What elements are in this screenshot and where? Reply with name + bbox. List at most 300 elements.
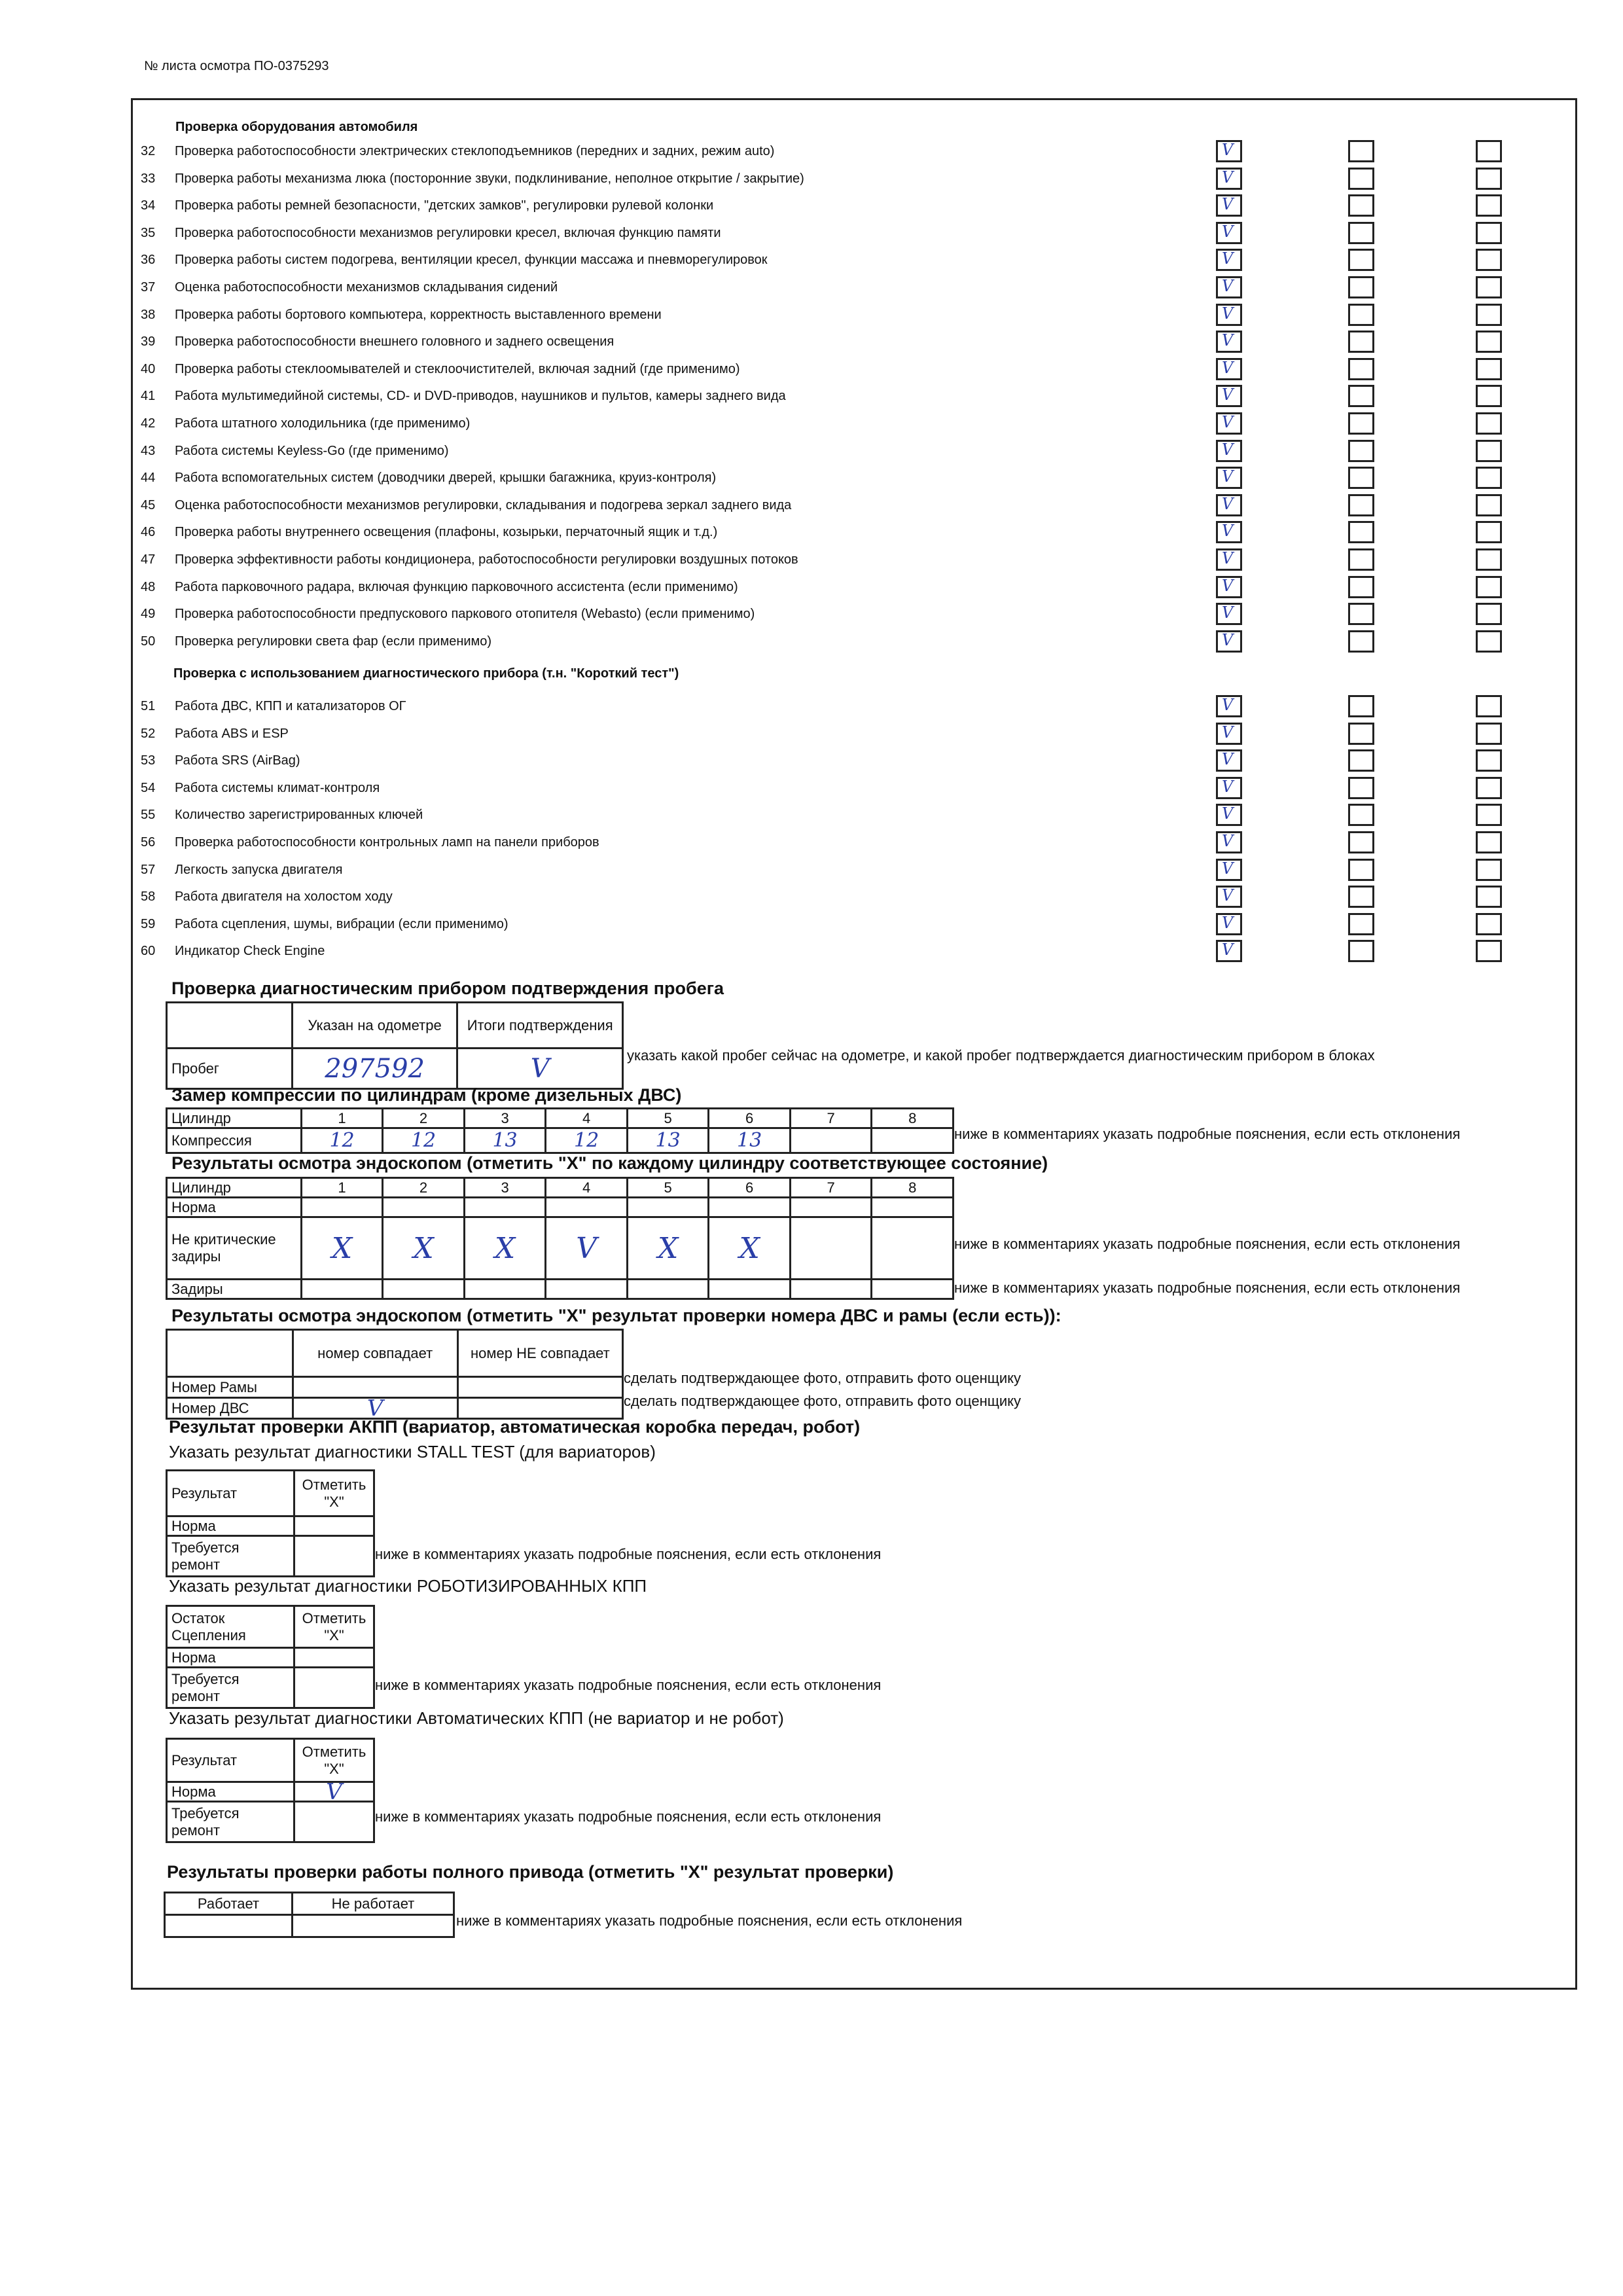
check-mark: V: [1222, 750, 1234, 769]
equipment-checkbox-41-col1[interactable]: [1216, 385, 1242, 407]
diagnostic-checkbox-51-col3[interactable]: [1476, 695, 1502, 717]
awd-col-works: Работает: [165, 1893, 293, 1915]
equipment-checkbox-32-col2[interactable]: [1348, 140, 1374, 162]
equipment-checkbox-34-col2[interactable]: [1348, 194, 1374, 217]
item-number: 33: [141, 171, 156, 186]
diagnostic-checkbox-59-col2[interactable]: [1348, 913, 1374, 935]
endoscope-norm-cell-8[interactable]: [872, 1198, 954, 1217]
mileage-table: [166, 1001, 624, 1090]
diagnostic-checkbox-55-col3[interactable]: [1476, 804, 1502, 826]
equipment-checkbox-35-col2[interactable]: [1348, 222, 1374, 244]
check-mark: V: [1222, 832, 1234, 850]
auto-col-result: Результат: [167, 1739, 294, 1782]
check-mark: V: [1222, 413, 1234, 431]
robot-norm-cell[interactable]: [294, 1648, 374, 1668]
diagnostic-checkbox-55-col1[interactable]: [1216, 804, 1242, 826]
endoscope-scuff-cell-5[interactable]: [627, 1280, 709, 1299]
equipment-checkbox-33-col1[interactable]: [1216, 168, 1242, 190]
numbers-col-match: номер совпадает: [293, 1330, 457, 1377]
mileage-confirm-value[interactable]: V: [457, 1049, 623, 1089]
equipment-checkbox-37-col1[interactable]: [1216, 276, 1242, 298]
equipment-item-34: [141, 198, 713, 213]
check-mark: V: [1222, 549, 1234, 567]
compression-value-2[interactable]: 12: [383, 1128, 465, 1153]
endoscope-scuff-cell-2[interactable]: [383, 1280, 465, 1299]
equipment-checkbox-49-col1[interactable]: [1216, 603, 1242, 625]
item-text: Работа вспомогательных систем (доводчики дверей, крышки багажника, круиз-контроля): [175, 471, 717, 486]
endoscope-scuff-cell-6[interactable]: [709, 1280, 791, 1299]
equipment-checkbox-50-col2[interactable]: [1348, 630, 1374, 653]
item-number: 44: [141, 471, 156, 486]
diagnostic-title: Проверка с использованием диагностического прибора (т.н. "Короткий тест"): [173, 666, 679, 681]
item-text: Работа системы Keyless-Go (где применимо): [175, 443, 449, 458]
equipment-checkbox-32-col1[interactable]: [1216, 140, 1242, 162]
item-text: Работа штатного холодильника (где применимо): [175, 416, 471, 431]
item-text: Проверка работы внутреннего освещения (плафоны, козырьки, перчаточный ящик и т.д.): [175, 525, 718, 540]
equipment-checkbox-50-col1[interactable]: [1216, 630, 1242, 653]
mileage-odometer-value[interactable]: 297592: [292, 1049, 457, 1089]
item-number: 35: [141, 225, 156, 240]
endoscope-norm-cell-2[interactable]: [383, 1198, 465, 1217]
compression-cylinder-6: 6: [709, 1109, 791, 1128]
robot-note: ниже в комментариях указать подробные пояснения, если есть отклонения: [375, 1677, 882, 1693]
equipment-item-41: [141, 389, 786, 404]
numbers-note-1: сделать подтверждающее фото, отправить фото оценщику: [624, 1370, 1022, 1386]
stall-test-table: [166, 1469, 375, 1577]
diagnostic-checkbox-55-col2[interactable]: [1348, 804, 1374, 826]
robot-title: Указать результат диагностики РОБОТИЗИРОВАННЫХ КПП: [169, 1576, 647, 1596]
diagnostic-checkbox-58-col1[interactable]: [1216, 886, 1242, 908]
endoscope-noncritical-cell-1[interactable]: X: [301, 1217, 383, 1280]
equipment-checkbox-40-col1[interactable]: [1216, 358, 1242, 380]
item-number: 56: [141, 835, 156, 850]
diagnostic-checkbox-59-col1[interactable]: [1216, 913, 1242, 935]
mileage-row-label: Пробег: [167, 1049, 293, 1089]
endoscope-cylinder-3: 3: [464, 1178, 546, 1198]
item-number: 60: [141, 944, 156, 959]
equipment-checkbox-39-col1[interactable]: [1216, 331, 1242, 353]
equipment-item-50: [141, 634, 491, 649]
equipment-checkbox-40-col2[interactable]: [1348, 358, 1374, 380]
check-mark: V: [1222, 723, 1234, 742]
check-mark: V: [1222, 249, 1234, 268]
equipment-checkbox-46-col2[interactable]: [1348, 521, 1374, 543]
engine-nomatch-cell[interactable]: [457, 1398, 622, 1419]
equipment-checkbox-36-col2[interactable]: [1348, 249, 1374, 271]
item-number: 42: [141, 416, 156, 431]
equipment-checkbox-35-col3[interactable]: [1476, 222, 1502, 244]
equipment-checkbox-50-col3[interactable]: [1476, 630, 1502, 653]
sheet-number: № листа осмотра ПО-0375293: [144, 59, 329, 73]
diagnostic-checkbox-53-col3[interactable]: [1476, 749, 1502, 772]
awd-note: ниже в комментариях указать подробные пояснения, если есть отклонения: [456, 1912, 963, 1929]
auto-row-repair: Требуется ремонт: [167, 1802, 294, 1842]
endoscope-scuff-cell-4[interactable]: [546, 1280, 628, 1299]
item-number: 58: [141, 889, 156, 905]
equipment-checkbox-43-col1[interactable]: [1216, 440, 1242, 462]
endoscope-noncritical-cell-5[interactable]: X: [627, 1217, 709, 1280]
endoscope-row-cylinder: Цилиндр: [167, 1178, 302, 1198]
check-mark: V: [1222, 913, 1234, 932]
check-mark: V: [1222, 222, 1234, 241]
equipment-checkbox-36-col3[interactable]: [1476, 249, 1502, 271]
item-text: Проверка работоспособности контрольных ламп на панели приборов: [175, 835, 599, 850]
diagnostic-item-52: [141, 726, 289, 742]
equipment-checkbox-42-col2[interactable]: [1348, 412, 1374, 435]
awd-title: Результаты проверки работы полного привода (отметить "X" результат проверки): [167, 1862, 894, 1882]
endoscope-norm-cell-5[interactable]: [627, 1198, 709, 1217]
equipment-checkbox-48-col1[interactable]: [1216, 576, 1242, 598]
item-text: Проверка работоспособности внешнего головного и заднего освещения: [175, 334, 615, 350]
equipment-checkbox-44-col3[interactable]: [1476, 467, 1502, 489]
equipment-checkbox-48-col2[interactable]: [1348, 576, 1374, 598]
mileage-col-odometer: Указан на одометре: [292, 1003, 457, 1049]
item-number: 49: [141, 607, 156, 622]
compression-value-4[interactable]: 12: [546, 1128, 628, 1153]
diagnostic-item-60: [141, 944, 325, 959]
numbers-table: [166, 1329, 624, 1420]
item-text: Проверка работоспособности электрических стеклоподъемников (передних и задних, режим auto): [175, 144, 775, 158]
equipment-checkbox-42-col1[interactable]: [1216, 412, 1242, 435]
endoscope-cylinder-2: 2: [383, 1178, 465, 1198]
auto-note: ниже в комментариях указать подробные пояснения, если есть отклонения: [375, 1808, 882, 1825]
endoscope-cylinder-6: 6: [709, 1178, 791, 1198]
compression-cylinder-2: 2: [383, 1109, 465, 1128]
check-mark: V: [1222, 630, 1234, 649]
check-mark: V: [1222, 141, 1234, 159]
item-number: 39: [141, 334, 156, 350]
compression-cylinder-8: 8: [872, 1109, 954, 1128]
diagnostic-checkbox-57-col1[interactable]: [1216, 859, 1242, 881]
endoscope-norm-cell-7[interactable]: [790, 1198, 872, 1217]
equipment-item-42: [141, 416, 470, 431]
stall-col-result: Результат: [167, 1471, 294, 1516]
item-text: Проверка работы бортового компьютера, корректность выставленного времени: [175, 307, 662, 322]
item-number: 34: [141, 198, 156, 213]
awd-notworks-cell[interactable]: [293, 1915, 454, 1937]
equipment-checkbox-33-col3[interactable]: [1476, 168, 1502, 190]
equipment-checkbox-41-col2[interactable]: [1348, 385, 1374, 407]
equipment-checkbox-37-col3[interactable]: [1476, 276, 1502, 298]
equipment-checkbox-36-col1[interactable]: [1216, 249, 1242, 271]
endoscope-noncritical-cell-7[interactable]: [790, 1217, 872, 1280]
endoscope-row-norm: Норма: [167, 1198, 302, 1217]
check-mark: V: [1222, 696, 1234, 714]
stall-row-repair: Требуется ремонт: [167, 1536, 294, 1577]
compression-note: ниже в комментариях указать подробные пояснения, если есть отклонения: [954, 1126, 1461, 1142]
diagnostic-checkbox-56-col3[interactable]: [1476, 831, 1502, 853]
item-text: Работа сцепления, шумы, вибрации (если применимо): [175, 916, 508, 931]
check-mark: V: [1222, 494, 1234, 513]
endoscope-noncritical-cell-2[interactable]: X: [383, 1217, 465, 1280]
stall-repair-cell[interactable]: [294, 1536, 374, 1577]
diagnostic-item-58: [141, 889, 393, 905]
diagnostic-checkbox-52-col2[interactable]: [1348, 723, 1374, 745]
item-text: Оценка работоспособности механизмов складывания сидений: [175, 280, 558, 295]
robot-repair-cell[interactable]: [294, 1668, 374, 1708]
item-number: 41: [141, 389, 156, 404]
engine-match-cell[interactable]: V: [293, 1398, 457, 1419]
item-number: 47: [141, 552, 156, 567]
compression-value-3[interactable]: 13: [464, 1128, 546, 1153]
check-mark: V: [1222, 941, 1234, 960]
check-mark: V: [1222, 195, 1234, 214]
equipment-item-36: [141, 253, 768, 268]
equipment-checkbox-41-col3[interactable]: [1476, 385, 1502, 407]
diagnostic-checkbox-53-col2[interactable]: [1348, 749, 1374, 772]
item-number: 59: [141, 916, 156, 931]
equipment-item-49: [141, 607, 755, 622]
equipment-checkbox-39-col2[interactable]: [1348, 331, 1374, 353]
item-text: Оценка работоспособности механизмов регулировки, складывания и подогрева зеркал заднего вида: [175, 497, 792, 512]
equipment-checkbox-32-col3[interactable]: [1476, 140, 1502, 162]
endoscope-scuff-cell-8[interactable]: [872, 1280, 954, 1299]
equipment-item-32: [141, 144, 774, 159]
equipment-checkbox-39-col3[interactable]: [1476, 331, 1502, 353]
endoscope-noncritical-cell-4[interactable]: V: [546, 1217, 628, 1280]
equipment-checkbox-46-col3[interactable]: [1476, 521, 1502, 543]
equipment-checkbox-40-col3[interactable]: [1476, 358, 1502, 380]
item-number: 53: [141, 753, 156, 768]
robot-col-clutch: Остаток Сцепления: [167, 1606, 294, 1648]
frame-match-cell[interactable]: [293, 1377, 457, 1398]
endoscope-scuff-cell-3[interactable]: [464, 1280, 546, 1299]
equipment-item-35: [141, 226, 721, 241]
equipment-item-48: [141, 580, 738, 595]
check-mark: V: [1222, 777, 1234, 796]
equipment-item-45: [141, 498, 791, 513]
check-mark: V: [1222, 859, 1234, 878]
diagnostic-checkbox-57-col3[interactable]: [1476, 859, 1502, 881]
mileage-note: указать какой пробег сейчас на одометре, и какой пробег подтверждается диагностическим прибором в блоках: [627, 1047, 1375, 1064]
item-text: Работа ABS и ESP: [175, 726, 289, 741]
endoscope-row-noncritical: Не критические задиры: [167, 1217, 302, 1280]
compression-row-cylinder: Цилиндр: [167, 1109, 302, 1128]
item-text: Проверка работы ремней безопасности, "детских замков", регулировки рулевой колонки: [175, 198, 714, 213]
check-mark: V: [1222, 168, 1234, 187]
auto-title: Указать результат диагностики Автоматических КПП (не вариатор и не робот): [169, 1708, 784, 1728]
equipment-item-44: [141, 471, 716, 486]
compression-value-8[interactable]: [872, 1128, 954, 1153]
equipment-item-37: [141, 280, 558, 295]
item-number: 40: [141, 361, 156, 376]
item-text: Проверка регулировки света фар (если применимо): [175, 634, 492, 649]
equipment-checkbox-44-col1[interactable]: [1216, 467, 1242, 489]
equipment-checkbox-45-col2[interactable]: [1348, 494, 1374, 516]
equipment-checkbox-47-col3[interactable]: [1476, 548, 1502, 571]
endoscope-title: Результаты осмотра эндоскопом (отметить "X" по каждому цилиндру соответствующее состояние): [171, 1153, 1048, 1173]
equipment-checkbox-38-col2[interactable]: [1348, 304, 1374, 326]
equipment-item-33: [141, 171, 804, 187]
item-text: Проверка работы механизма люка (посторонние звуки, подклинивание, неполное открытие / закрытие): [175, 171, 804, 186]
item-number: 51: [141, 699, 156, 713]
item-text: Проверка работы систем подогрева, вентиляции кресел, функции массажа и пневморегулировок: [175, 253, 768, 268]
robot-col-mark: Отметить "X": [294, 1606, 374, 1648]
equipment-checkbox-38-col3[interactable]: [1476, 304, 1502, 326]
compression-cylinder-3: 3: [464, 1109, 546, 1128]
diagnostic-item-57: [141, 863, 342, 878]
endoscope-cylinder-7: 7: [790, 1178, 872, 1198]
check-mark: V: [1222, 886, 1234, 905]
auto-repair-cell[interactable]: [294, 1802, 374, 1842]
item-number: 36: [141, 253, 156, 268]
equipment-checkbox-34-col1[interactable]: [1216, 194, 1242, 217]
item-text: Работа системы климат-контроля: [175, 780, 380, 795]
diagnostic-item-59: [141, 917, 508, 932]
item-number: 38: [141, 307, 156, 322]
akpp-title: Результат проверки АКПП (вариатор, автоматическая коробка передач, робот): [169, 1417, 861, 1437]
equipment-checkbox-34-col3[interactable]: [1476, 194, 1502, 217]
equipment-checkbox-37-col2[interactable]: [1348, 276, 1374, 298]
endoscope-row-scuff: Задиры: [167, 1280, 302, 1299]
robot-row-norm: Норма: [167, 1648, 294, 1668]
diagnostic-checkbox-60-col1[interactable]: [1216, 940, 1242, 962]
check-mark: V: [1222, 440, 1234, 459]
compression-value-6[interactable]: 13: [709, 1128, 791, 1153]
diagnostic-checkbox-52-col3[interactable]: [1476, 723, 1502, 745]
compression-cylinder-5: 5: [627, 1109, 709, 1128]
check-mark: V: [1222, 467, 1234, 486]
item-text: Проверка работы стеклоомывателей и стеклоочистителей, включая задний (где применимо): [175, 361, 740, 376]
check-mark: V: [1222, 603, 1234, 622]
check-mark: V: [1222, 331, 1234, 350]
endoscope-cylinder-5: 5: [627, 1178, 709, 1198]
item-text: Работа ДВС, КПП и катализаторов ОГ: [175, 699, 406, 713]
endoscope-noncritical-cell-3[interactable]: X: [464, 1217, 546, 1280]
mileage-empty-header: [167, 1003, 293, 1049]
auto-norm-cell[interactable]: V: [294, 1782, 374, 1802]
equipment-item-43: [141, 444, 449, 459]
equipment-checkbox-35-col1[interactable]: [1216, 222, 1242, 244]
compression-title: Замер компрессии по цилиндрам (кроме дизельных ДВС): [171, 1085, 682, 1105]
mileage-col-confirm: Итоги подтверждения: [457, 1003, 623, 1049]
diagnostic-checkbox-56-col1[interactable]: [1216, 831, 1242, 853]
item-text: Проверка работоспособности механизмов регулировки кресел, включая функцию памяти: [175, 225, 721, 240]
robot-table: [166, 1605, 375, 1709]
frame-nomatch-cell[interactable]: [457, 1377, 622, 1398]
mileage-title: Проверка диагностическим прибором подтверждения пробега: [171, 978, 724, 998]
equipment-checkbox-49-col2[interactable]: [1348, 603, 1374, 625]
equipment-checkbox-42-col3[interactable]: [1476, 412, 1502, 435]
equipment-checkbox-45-col1[interactable]: [1216, 494, 1242, 516]
diagnostic-item-54: [141, 781, 380, 796]
compression-value-7[interactable]: [790, 1128, 872, 1153]
endoscope-norm-cell-6[interactable]: [709, 1198, 791, 1217]
stall-note: ниже в комментариях указать подробные пояснения, если есть отклонения: [375, 1546, 882, 1562]
endoscope-cylinder-8: 8: [872, 1178, 954, 1198]
stall-row-norm: Норма: [167, 1516, 294, 1536]
endoscope-scuff-cell-7[interactable]: [790, 1280, 872, 1299]
compression-cylinder-1: 1: [301, 1109, 383, 1128]
item-number: 43: [141, 443, 156, 458]
item-number: 54: [141, 780, 156, 795]
diagnostic-checkbox-54-col3[interactable]: [1476, 777, 1502, 799]
check-mark: V: [1222, 277, 1234, 295]
diagnostic-checkbox-58-col3[interactable]: [1476, 886, 1502, 908]
diagnostic-checkbox-56-col2[interactable]: [1348, 831, 1374, 853]
endoscope-noncritical-cell-6[interactable]: X: [709, 1217, 791, 1280]
numbers-row-engine: Номер ДВС: [167, 1398, 293, 1419]
diagnostic-checkbox-54-col1[interactable]: [1216, 777, 1242, 799]
equipment-checkbox-46-col1[interactable]: [1216, 521, 1242, 543]
diagnostic-checkbox-60-col2[interactable]: [1348, 940, 1374, 962]
item-number: 57: [141, 862, 156, 877]
item-text: Проверка эффективности работы кондиционера, работоспособности регулировки воздушных потоков: [175, 552, 798, 567]
check-mark: V: [1222, 576, 1234, 595]
robot-row-repair: Требуется ремонт: [167, 1668, 294, 1708]
equipment-checkbox-47-col2[interactable]: [1348, 548, 1374, 571]
endoscope-noncritical-cell-8[interactable]: [872, 1217, 954, 1280]
equipment-checkbox-45-col3[interactable]: [1476, 494, 1502, 516]
item-text: Легкость запуска двигателя: [175, 862, 343, 877]
stall-test-title: Указать результат диагностики STALL TEST (для вариаторов): [169, 1442, 656, 1462]
endoscope-norm-cell-4[interactable]: [546, 1198, 628, 1217]
equipment-checkbox-43-col3[interactable]: [1476, 440, 1502, 462]
diagnostic-checkbox-51-col1[interactable]: [1216, 695, 1242, 717]
equipment-checkbox-48-col3[interactable]: [1476, 576, 1502, 598]
equipment-checkbox-38-col1[interactable]: [1216, 304, 1242, 326]
diagnostic-checkbox-60-col3[interactable]: [1476, 940, 1502, 962]
endoscope-note-1: ниже в комментариях указать подробные пояснения, если есть отклонения: [954, 1236, 1461, 1252]
check-mark: V: [1222, 358, 1234, 377]
equipment-checkbox-49-col3[interactable]: [1476, 603, 1502, 625]
stall-col-mark: Отметить "X": [294, 1471, 374, 1516]
item-text: Работа парковочного радара, включая функцию парковочного ассистента (если применимо): [175, 579, 738, 594]
awd-col-notworks: Не работает: [293, 1893, 454, 1915]
endoscope-cylinder-1: 1: [301, 1178, 383, 1198]
auto-row-norm: Норма: [167, 1782, 294, 1802]
awd-works-cell[interactable]: [165, 1915, 293, 1937]
equipment-checkbox-43-col2[interactable]: [1348, 440, 1374, 462]
equipment-checkbox-47-col1[interactable]: [1216, 548, 1242, 571]
item-number: 50: [141, 634, 156, 649]
diagnostic-checkbox-59-col3[interactable]: [1476, 913, 1502, 935]
equipment-checkbox-44-col2[interactable]: [1348, 467, 1374, 489]
diagnostic-item-55: [141, 808, 423, 823]
numbers-title: Результаты осмотра эндоскопом (отметить "X" результат проверки номера ДВС и рамы (если есть)):: [171, 1306, 1061, 1325]
numbers-note-2: сделать подтверждающее фото, отправить фото оценщику: [624, 1393, 1022, 1409]
compression-value-5[interactable]: 13: [627, 1128, 709, 1153]
compression-value-1[interactable]: 12: [301, 1128, 383, 1153]
diagnostic-checkbox-52-col1[interactable]: [1216, 723, 1242, 745]
endoscope-norm-cell-1[interactable]: [301, 1198, 383, 1217]
numbers-col-nomatch: номер НЕ совпадает: [457, 1330, 622, 1377]
item-text: Работа мультимедийной системы, CD- и DVD-приводов, наушников и пультов, камеры заднего вида: [175, 389, 786, 404]
auto-table: [166, 1738, 375, 1843]
diagnostic-checkbox-54-col2[interactable]: [1348, 777, 1374, 799]
endoscope-norm-cell-3[interactable]: [464, 1198, 546, 1217]
equipment-checkbox-33-col2[interactable]: [1348, 168, 1374, 190]
diagnostic-checkbox-51-col2[interactable]: [1348, 695, 1374, 717]
numbers-row-frame: Номер Рамы: [167, 1377, 293, 1398]
diagnostic-checkbox-58-col2[interactable]: [1348, 886, 1374, 908]
item-text: Проверка работоспособности предпускового паркового отопителя (Webasto) (если применимо): [175, 607, 755, 622]
item-number: 55: [141, 808, 156, 823]
diagnostic-item-56: [141, 835, 599, 850]
equipment-item-38: [141, 308, 662, 323]
diagnostic-checkbox-57-col2[interactable]: [1348, 859, 1374, 881]
compression-cylinder-7: 7: [790, 1109, 872, 1128]
stall-norm-cell[interactable]: [294, 1516, 374, 1536]
item-text: Индикатор Check Engine: [175, 944, 325, 959]
diagnostic-item-53: [141, 753, 300, 768]
equipment-item-40: [141, 362, 740, 377]
check-mark: V: [1222, 386, 1234, 404]
diagnostic-checkbox-53-col1[interactable]: [1216, 749, 1242, 772]
equipment-item-47: [141, 552, 798, 567]
compression-cylinder-4: 4: [546, 1109, 628, 1128]
endoscope-scuff-cell-1[interactable]: [301, 1280, 383, 1299]
